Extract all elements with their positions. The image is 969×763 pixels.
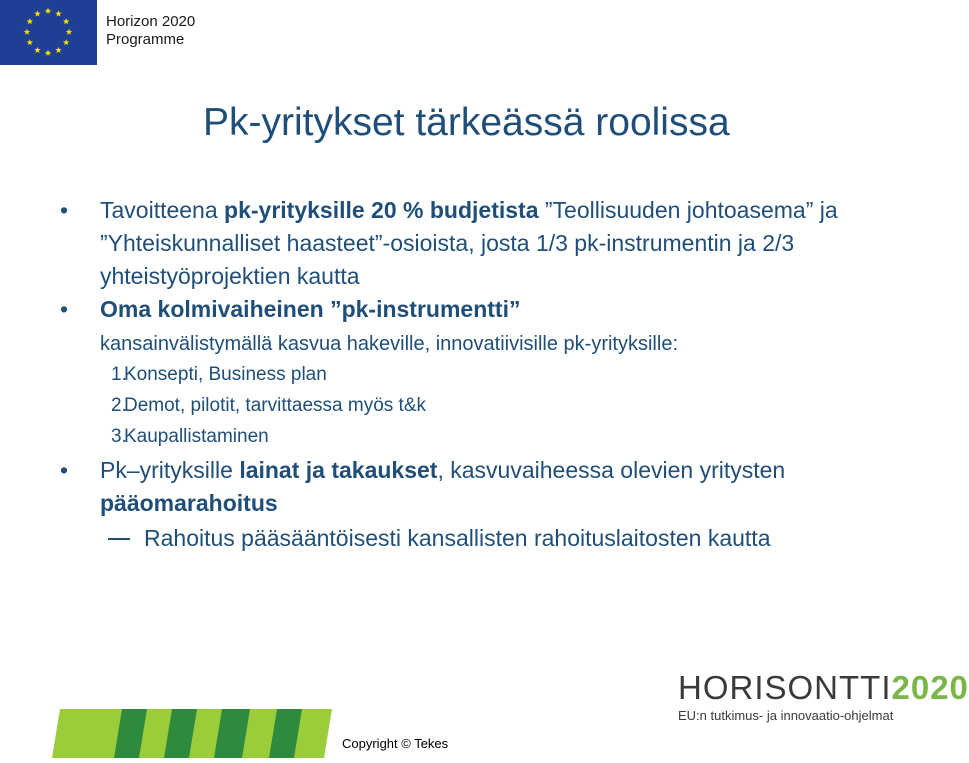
eu-flag-logo [0, 0, 97, 65]
bullet-loans-text-2: , kasvuvaiheessa olevien yritysten [437, 457, 786, 483]
list-item [60, 390, 950, 421]
list-item-number: 2. [111, 395, 127, 416]
bullet-budget-text-2: ”Teollisuuden johtoasema” ja ”Yhteiskunnalliset haasteet”-osioista, josta 1/3 pk-instrumentin ja 2/3 yhteistyöprojektien kautta [100, 197, 838, 289]
programme-line-1: Horizon 2020 [106, 13, 196, 30]
bullet-loans-bold-2: pääomarahoitus [100, 490, 278, 516]
programme-line-2: Programme [106, 31, 185, 48]
list-item [60, 359, 950, 390]
bullet-instrument-bold: Oma kolmivaiheinen ”pk-instrumentti” [100, 296, 521, 322]
logo-word: HORISONTTI [678, 669, 892, 706]
bullet-loans-text-1: Pk–yrityksille [100, 457, 240, 483]
list-item-text: Konsepti, Business plan [124, 364, 327, 385]
logo-number-text: 2020 [891, 669, 969, 706]
page-title: Pk-yritykset tärkeässä roolissa [203, 101, 730, 144]
list-item-text: Kaupallistaminen [124, 426, 269, 447]
copyright-text: Copyright © Tekes [342, 736, 449, 751]
instrument-phases-list [60, 359, 950, 452]
bullet-budget-bold: pk-yrityksille 20 % budjetista [224, 197, 539, 223]
bullet-budget-text-1: Tavoitteena [100, 197, 225, 223]
bullet-budget [60, 194, 950, 293]
bullet-instrument [60, 293, 950, 359]
horisontti-2020-logo [678, 669, 969, 723]
logo-number [892, 669, 969, 706]
list-item-text: Demot, pilotit, tarvittaessa myös t&k [124, 395, 426, 416]
slide-content [60, 194, 950, 555]
logo-wordmark [678, 669, 969, 706]
list-item-number: 3. [111, 426, 127, 447]
bullet-loans [60, 454, 950, 520]
logo-tagline: EU:n tutkimus- ja innovaatio-ohjelmat [678, 708, 894, 723]
dash-item-financing: Rahoitus pääsääntöisesti kansallisten rahoituslaitosten kautta [60, 522, 950, 555]
list-item [60, 421, 950, 452]
list-item-number: 1. [111, 364, 127, 385]
bullet-loans-bold-1: lainat ja takaukset [239, 457, 438, 483]
green-stripe-decoration [52, 709, 332, 758]
programme-label [106, 13, 195, 49]
bullet-instrument-text: kansainvälistymällä kasvua hakeville, innovatiivisille pk-yrityksille: [100, 333, 678, 355]
